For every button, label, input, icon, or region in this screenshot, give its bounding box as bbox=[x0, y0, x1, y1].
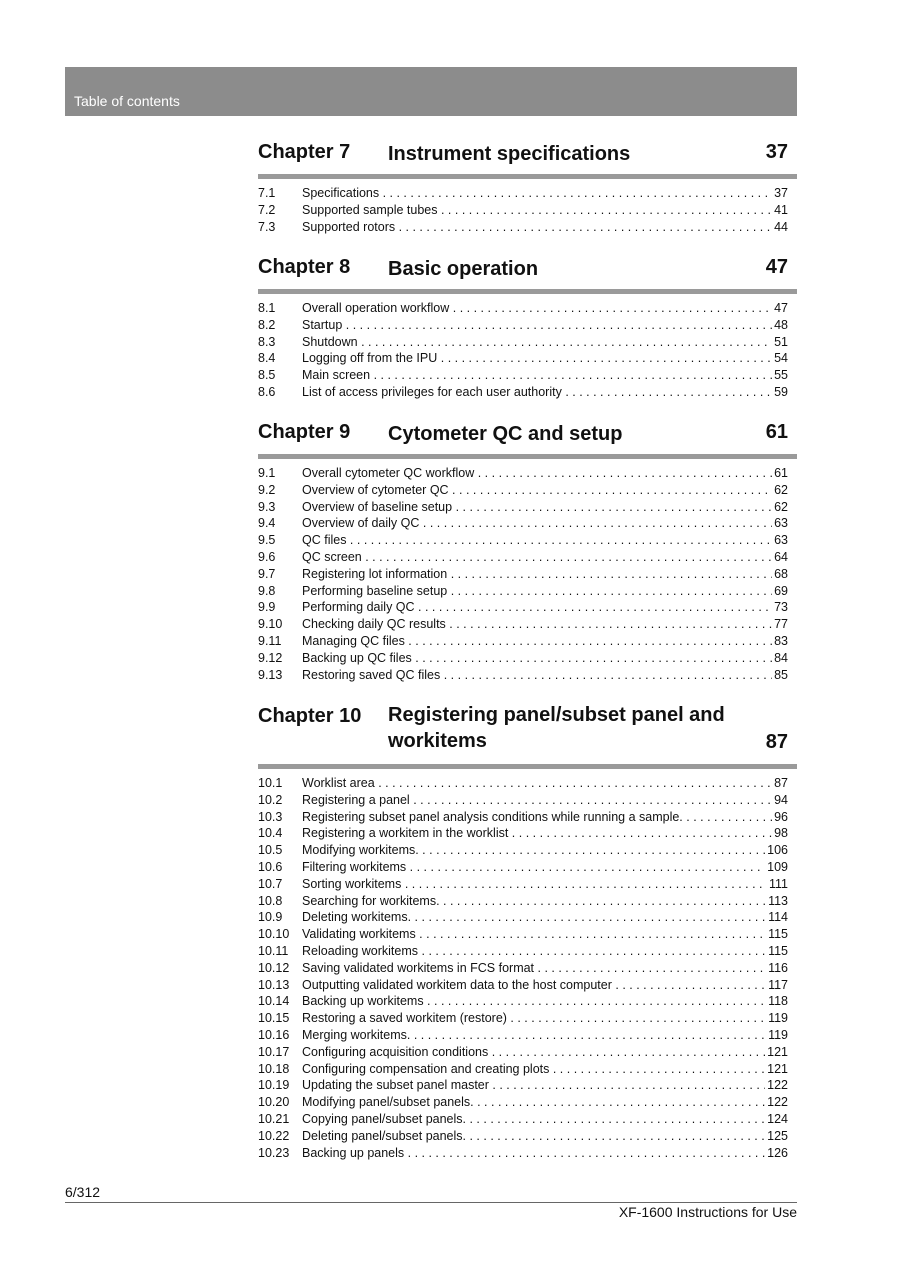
toc-entry[interactable] bbox=[258, 202, 797, 219]
toc-entry[interactable] bbox=[258, 926, 797, 943]
toc-entry[interactable] bbox=[258, 993, 797, 1010]
entry-number: 10.17 bbox=[258, 1044, 290, 1059]
toc-entry[interactable] bbox=[258, 792, 797, 809]
entry-number: 9.3 bbox=[258, 499, 276, 514]
toc-entry[interactable] bbox=[258, 960, 797, 977]
entry-number: 10.2 bbox=[258, 792, 283, 807]
toc-entry[interactable] bbox=[258, 219, 797, 236]
entry-page: 69 bbox=[774, 583, 788, 598]
toc-entry[interactable] bbox=[258, 893, 797, 910]
entry-title: Overall cytometer QC workflow . . . bbox=[302, 465, 788, 482]
entry-page: 54 bbox=[774, 351, 788, 366]
entry-number: 10.19 bbox=[258, 1078, 290, 1093]
entry-number: 10.4 bbox=[258, 826, 283, 841]
entry-title: Backing up panels . . . bbox=[302, 1145, 788, 1162]
entry-number: 7.3 bbox=[258, 219, 276, 234]
footer-page-number: 6/312 bbox=[65, 1184, 101, 1200]
entry-number: 10.12 bbox=[258, 960, 290, 975]
entry-number: 9.10 bbox=[258, 617, 283, 632]
toc-entry[interactable] bbox=[258, 825, 797, 842]
entry-title: Updating the subset panel master . . . bbox=[302, 1077, 788, 1094]
entry-title: Registering subset panel analysis conditions while running a sample. . . . bbox=[302, 809, 788, 826]
chapter-9 bbox=[258, 418, 797, 683]
entry-title: List of access privileges for each user authority . . . bbox=[302, 384, 788, 401]
chapter-heading bbox=[258, 253, 797, 294]
entry-page: 63 bbox=[774, 533, 788, 548]
toc-entry[interactable] bbox=[258, 775, 797, 792]
entry-title: Merging workitems. . . . bbox=[302, 1027, 788, 1044]
entry-page: 98 bbox=[774, 826, 788, 841]
entry-page: 115 bbox=[768, 943, 788, 958]
entry-number: 10.3 bbox=[258, 809, 283, 824]
entry-title: Specifications . . . bbox=[302, 185, 788, 202]
entry-title: Searching for workitems. . . . bbox=[302, 893, 788, 910]
entry-number: 10.20 bbox=[258, 1095, 290, 1110]
entry-title: Modifying panel/subset panels. . . . bbox=[302, 1094, 788, 1111]
entry-page: 126 bbox=[767, 1145, 788, 1160]
entry-number: 7.2 bbox=[258, 202, 276, 217]
entry-number: 8.4 bbox=[258, 351, 276, 366]
chapter-entries bbox=[258, 465, 797, 683]
entry-number: 9.2 bbox=[258, 482, 276, 497]
toc-entry[interactable] bbox=[258, 465, 797, 482]
entry-title: Supported rotors . . . bbox=[302, 219, 788, 236]
entry-page: 44 bbox=[774, 219, 788, 234]
entry-page: 117 bbox=[768, 977, 788, 992]
entry-number: 8.6 bbox=[258, 384, 276, 399]
entry-number: 9.4 bbox=[258, 516, 276, 531]
entry-title: Backing up workitems . . . bbox=[302, 993, 788, 1010]
entry-number: 10.21 bbox=[258, 1111, 290, 1126]
toc-entry[interactable] bbox=[258, 1044, 797, 1061]
entry-page: 94 bbox=[774, 792, 788, 807]
toc-entry[interactable] bbox=[258, 633, 797, 650]
chapter-number: Chapter 10 bbox=[258, 705, 362, 727]
toc-entry[interactable] bbox=[258, 334, 797, 351]
chapter-entries bbox=[258, 775, 797, 1161]
toc-entry[interactable] bbox=[258, 185, 797, 202]
toc-entry[interactable] bbox=[258, 876, 797, 893]
entry-number: 9.8 bbox=[258, 583, 276, 598]
entry-title: Deleting panel/subset panels. . . . bbox=[302, 1128, 788, 1145]
entry-number: 10.8 bbox=[258, 893, 283, 908]
toc-entry[interactable] bbox=[258, 317, 797, 334]
entry-title: Configuring compensation and creating plots . . . bbox=[302, 1061, 788, 1078]
toc-entry[interactable] bbox=[258, 1061, 797, 1078]
chapter-heading bbox=[258, 702, 797, 769]
entry-page: 121 bbox=[767, 1044, 788, 1059]
entry-number: 9.11 bbox=[258, 633, 282, 648]
entry-page: 121 bbox=[767, 1061, 788, 1076]
entry-title: Modifying workitems. . . . bbox=[302, 842, 788, 859]
entry-page: 118 bbox=[768, 994, 788, 1009]
entry-number: 9.12 bbox=[258, 650, 283, 665]
toc-entry[interactable] bbox=[258, 650, 797, 667]
toc-entry[interactable] bbox=[258, 1010, 797, 1027]
entry-number: 9.7 bbox=[258, 566, 276, 581]
entry-number: 10.7 bbox=[258, 876, 283, 891]
entry-number: 9.6 bbox=[258, 549, 276, 564]
entry-number: 10.5 bbox=[258, 843, 283, 858]
toc-entry[interactable] bbox=[258, 909, 797, 926]
chapter-heading bbox=[258, 138, 797, 179]
entry-page: 55 bbox=[774, 368, 788, 383]
entry-page: 87 bbox=[774, 776, 788, 790]
toc-entry[interactable] bbox=[258, 616, 797, 633]
entry-title: Main screen . . . bbox=[302, 367, 788, 384]
entry-page: 62 bbox=[774, 482, 788, 497]
entry-page: 111 bbox=[768, 876, 788, 891]
entry-title: Performing daily QC . . . bbox=[302, 599, 788, 616]
entry-number: 10.13 bbox=[258, 977, 290, 992]
toc-entry[interactable] bbox=[258, 367, 797, 384]
toc-entry[interactable] bbox=[258, 300, 797, 317]
entry-title: Supported sample tubes . . . bbox=[302, 202, 788, 219]
entry-page: 64 bbox=[774, 549, 788, 564]
entry-title: Logging off from the IPU . . . bbox=[302, 350, 788, 367]
entry-number: 9.13 bbox=[258, 667, 283, 682]
entry-page: 84 bbox=[774, 650, 788, 665]
entry-page: 114 bbox=[768, 910, 788, 925]
chapter-page[interactable]: 37 bbox=[765, 141, 788, 163]
entry-number: 10.22 bbox=[258, 1128, 290, 1143]
entry-number: 8.3 bbox=[258, 334, 276, 349]
toc-entry[interactable] bbox=[258, 482, 797, 499]
entry-page: 85 bbox=[774, 667, 788, 682]
entry-title: Registering a workitem in the worklist . . . bbox=[302, 825, 788, 842]
entry-title: Backing up QC files . . . bbox=[302, 650, 788, 667]
entry-page: 115 bbox=[768, 927, 788, 942]
entry-page: 119 bbox=[768, 1027, 788, 1042]
toc-entry[interactable] bbox=[258, 384, 797, 401]
toc-entry[interactable] bbox=[258, 599, 797, 616]
entry-number: 10.15 bbox=[258, 1011, 290, 1026]
footer-divider bbox=[65, 1202, 797, 1203]
entry-number: 10.18 bbox=[258, 1061, 290, 1076]
toc-entry[interactable] bbox=[258, 809, 797, 826]
chapter-page[interactable]: 61 bbox=[765, 421, 788, 443]
entry-page: 113 bbox=[768, 893, 788, 908]
chapter-entries bbox=[258, 300, 797, 401]
entry-title: Restoring saved QC files . . . bbox=[302, 667, 788, 684]
entry-page: 116 bbox=[768, 960, 788, 975]
toc-entry[interactable] bbox=[258, 943, 797, 960]
toc-entry[interactable] bbox=[258, 515, 797, 532]
entry-title: QC screen . . . bbox=[302, 549, 788, 566]
entry-number: 10.6 bbox=[258, 859, 283, 874]
entry-title: Performing baseline setup . . . bbox=[302, 583, 788, 600]
entry-page: 37 bbox=[774, 186, 788, 200]
chapter-heading bbox=[258, 418, 797, 459]
entry-title: Configuring acquisition conditions . . . bbox=[302, 1044, 788, 1061]
chapter-entries bbox=[258, 185, 797, 235]
entry-page: 61 bbox=[774, 466, 788, 480]
entry-page: 68 bbox=[774, 566, 788, 581]
entry-number: 7.1 bbox=[258, 186, 276, 200]
toc-entry[interactable] bbox=[258, 1027, 797, 1044]
chapter-page[interactable]: 87 bbox=[765, 731, 788, 753]
entry-title: Saving validated workitems in FCS format . . . bbox=[302, 960, 788, 977]
chapter-number: Chapter 9 bbox=[258, 421, 351, 443]
entry-title: Overall operation workflow . . . bbox=[302, 300, 788, 317]
toc-entry[interactable] bbox=[258, 667, 797, 684]
entry-title: Shutdown . . . bbox=[302, 334, 788, 351]
entry-page: 48 bbox=[774, 317, 788, 332]
entry-page: 51 bbox=[774, 334, 788, 349]
entry-title: Copying panel/subset panels. . . . bbox=[302, 1111, 788, 1128]
entry-number: 9.1 bbox=[258, 466, 276, 480]
toc-entry[interactable] bbox=[258, 566, 797, 583]
toc-entry[interactable] bbox=[258, 1111, 797, 1128]
toc-entry[interactable] bbox=[258, 1094, 797, 1111]
entry-title: Outputting validated workitem data to the host computer . . . bbox=[302, 977, 788, 994]
chapter-title-line-1: Registering panel/subset panel and bbox=[388, 704, 725, 726]
toc-entry[interactable] bbox=[258, 350, 797, 367]
toc-entry[interactable] bbox=[258, 1145, 797, 1162]
header-bar bbox=[65, 67, 797, 116]
entry-number: 10.16 bbox=[258, 1027, 290, 1042]
chapter-title bbox=[388, 702, 725, 754]
entry-page: 62 bbox=[774, 499, 788, 514]
entry-page: 77 bbox=[774, 617, 788, 632]
entry-title: Deleting workitems. . . . bbox=[302, 909, 788, 926]
toc-entry[interactable] bbox=[258, 1077, 797, 1094]
entry-title: Registering lot information . . . bbox=[302, 566, 788, 583]
entry-number: 10.23 bbox=[258, 1145, 290, 1160]
chapter-title: Basic operation bbox=[388, 258, 539, 280]
chapter-number: Chapter 8 bbox=[258, 256, 351, 278]
header-title: Table of contents bbox=[74, 93, 180, 109]
entry-title: Managing QC files . . . bbox=[302, 633, 788, 650]
entry-title: Validating workitems . . . bbox=[302, 926, 788, 943]
entry-page: 122 bbox=[767, 1078, 788, 1093]
toc-entry[interactable] bbox=[258, 549, 797, 566]
entry-number: 10.11 bbox=[258, 943, 289, 958]
entry-title: Filtering workitems . . . bbox=[302, 859, 788, 876]
entry-page: 109 bbox=[767, 859, 788, 874]
entry-number: 10.9 bbox=[258, 910, 283, 925]
toc-entry[interactable] bbox=[258, 583, 797, 600]
entry-title: Reloading workitems . . . bbox=[302, 943, 788, 960]
entry-page: 41 bbox=[774, 202, 788, 217]
entry-number: 10.1 bbox=[258, 776, 283, 790]
entry-title: Checking daily QC results . . . bbox=[302, 616, 788, 633]
toc-entry[interactable] bbox=[258, 499, 797, 516]
entry-number: 10.14 bbox=[258, 994, 290, 1009]
entry-page: 47 bbox=[774, 301, 788, 315]
entry-title: Registering a panel . . . bbox=[302, 792, 788, 809]
entry-title: Startup . . . bbox=[302, 317, 788, 334]
entry-page: 96 bbox=[774, 809, 788, 824]
entry-page: 125 bbox=[767, 1128, 788, 1143]
entry-title: Sorting workitems . . . bbox=[302, 876, 788, 893]
entry-number: 8.5 bbox=[258, 368, 276, 383]
chapter-title-line-2: workitems bbox=[388, 730, 487, 752]
entry-page: 83 bbox=[774, 633, 788, 648]
entry-number: 8.2 bbox=[258, 317, 276, 332]
entry-number: 9.5 bbox=[258, 533, 276, 548]
entry-page: 124 bbox=[767, 1111, 788, 1126]
entry-page: 106 bbox=[767, 843, 788, 858]
entry-title: Worklist area . . . bbox=[302, 775, 788, 792]
chapter-7 bbox=[258, 138, 797, 235]
entry-page: 63 bbox=[774, 516, 788, 531]
toc-entry[interactable] bbox=[258, 842, 797, 859]
entry-title: Overview of daily QC . . . bbox=[302, 515, 788, 532]
toc-entry[interactable] bbox=[258, 977, 797, 994]
chapter-10 bbox=[258, 702, 797, 1161]
chapter-title: Instrument specifications bbox=[388, 143, 631, 165]
chapter-title: Cytometer QC and setup bbox=[388, 423, 623, 445]
entry-title: Overview of cytometer QC . . . bbox=[302, 482, 788, 499]
chapter-number: Chapter 7 bbox=[258, 141, 351, 163]
entry-title: QC files . . . bbox=[302, 532, 788, 549]
entry-page: 73 bbox=[774, 600, 788, 615]
entry-number: 9.9 bbox=[258, 600, 276, 615]
entry-title: Overview of baseline setup . . . bbox=[302, 499, 788, 516]
footer-document-title: XF-1600 Instructions for Use bbox=[618, 1204, 797, 1220]
toc-entry[interactable] bbox=[258, 859, 797, 876]
entry-page: 122 bbox=[767, 1095, 788, 1110]
chapter-8 bbox=[258, 253, 797, 401]
toc-entry[interactable] bbox=[258, 532, 797, 549]
entry-number: 10.10 bbox=[258, 927, 290, 942]
entry-number: 8.1 bbox=[258, 301, 276, 315]
entry-title: Restoring a saved workitem (restore) . . . bbox=[302, 1010, 788, 1027]
chapter-page[interactable]: 47 bbox=[765, 256, 788, 278]
entry-page: 119 bbox=[768, 1011, 788, 1026]
entry-page: 59 bbox=[774, 384, 788, 399]
toc-entry[interactable] bbox=[258, 1128, 797, 1145]
